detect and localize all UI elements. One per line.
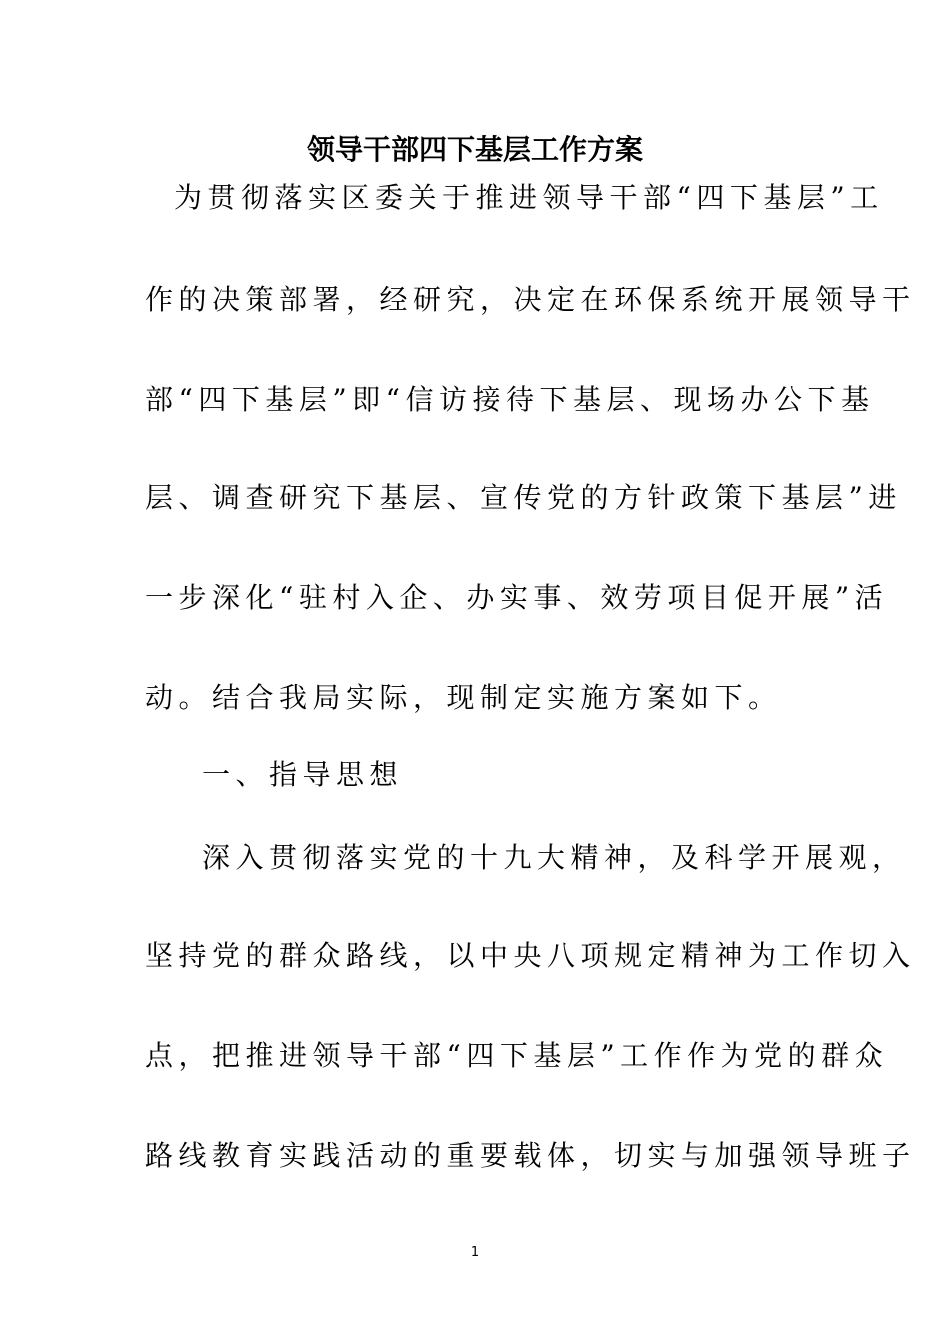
paragraph-line: 坚持党的群众路线，以中央八项规定精神为工作切入 xyxy=(145,939,916,972)
paragraph-line: 部“四下基层”即“信访接待下基层、现场办公下基 xyxy=(145,383,875,416)
paragraph-line: 路线教育实践活动的重要载体，切实与加强领导班子 xyxy=(145,1139,916,1172)
paragraph-line: 一步深化“驻村入企、办实事、效劳项目促开展”活 xyxy=(145,581,889,614)
paragraph-line: 作的决策部署，经研究，决定在环保系统开展领导干 xyxy=(145,283,916,316)
paragraph-line: 点，把推进领导干部“四下基层”工作作为党的群众 xyxy=(145,1039,889,1072)
paragraph-line: 动。结合我局实际，现制定实施方案如下。 xyxy=(145,681,782,714)
page-number: 1 xyxy=(470,1245,480,1260)
document-title: 领导干部四下基层工作方案 xyxy=(306,133,643,166)
paragraph-line: 层、调查研究下基层、宣传党的方针政策下基层”进 xyxy=(145,481,902,514)
section-heading: 一、指导思想 xyxy=(202,758,404,791)
paragraph-line: 为贯彻落实区委关于推进领导干部“四下基层”工 xyxy=(174,181,884,214)
paragraph-line: 深入贯彻落实党的十九大精神，及科学开展观， xyxy=(202,841,906,874)
